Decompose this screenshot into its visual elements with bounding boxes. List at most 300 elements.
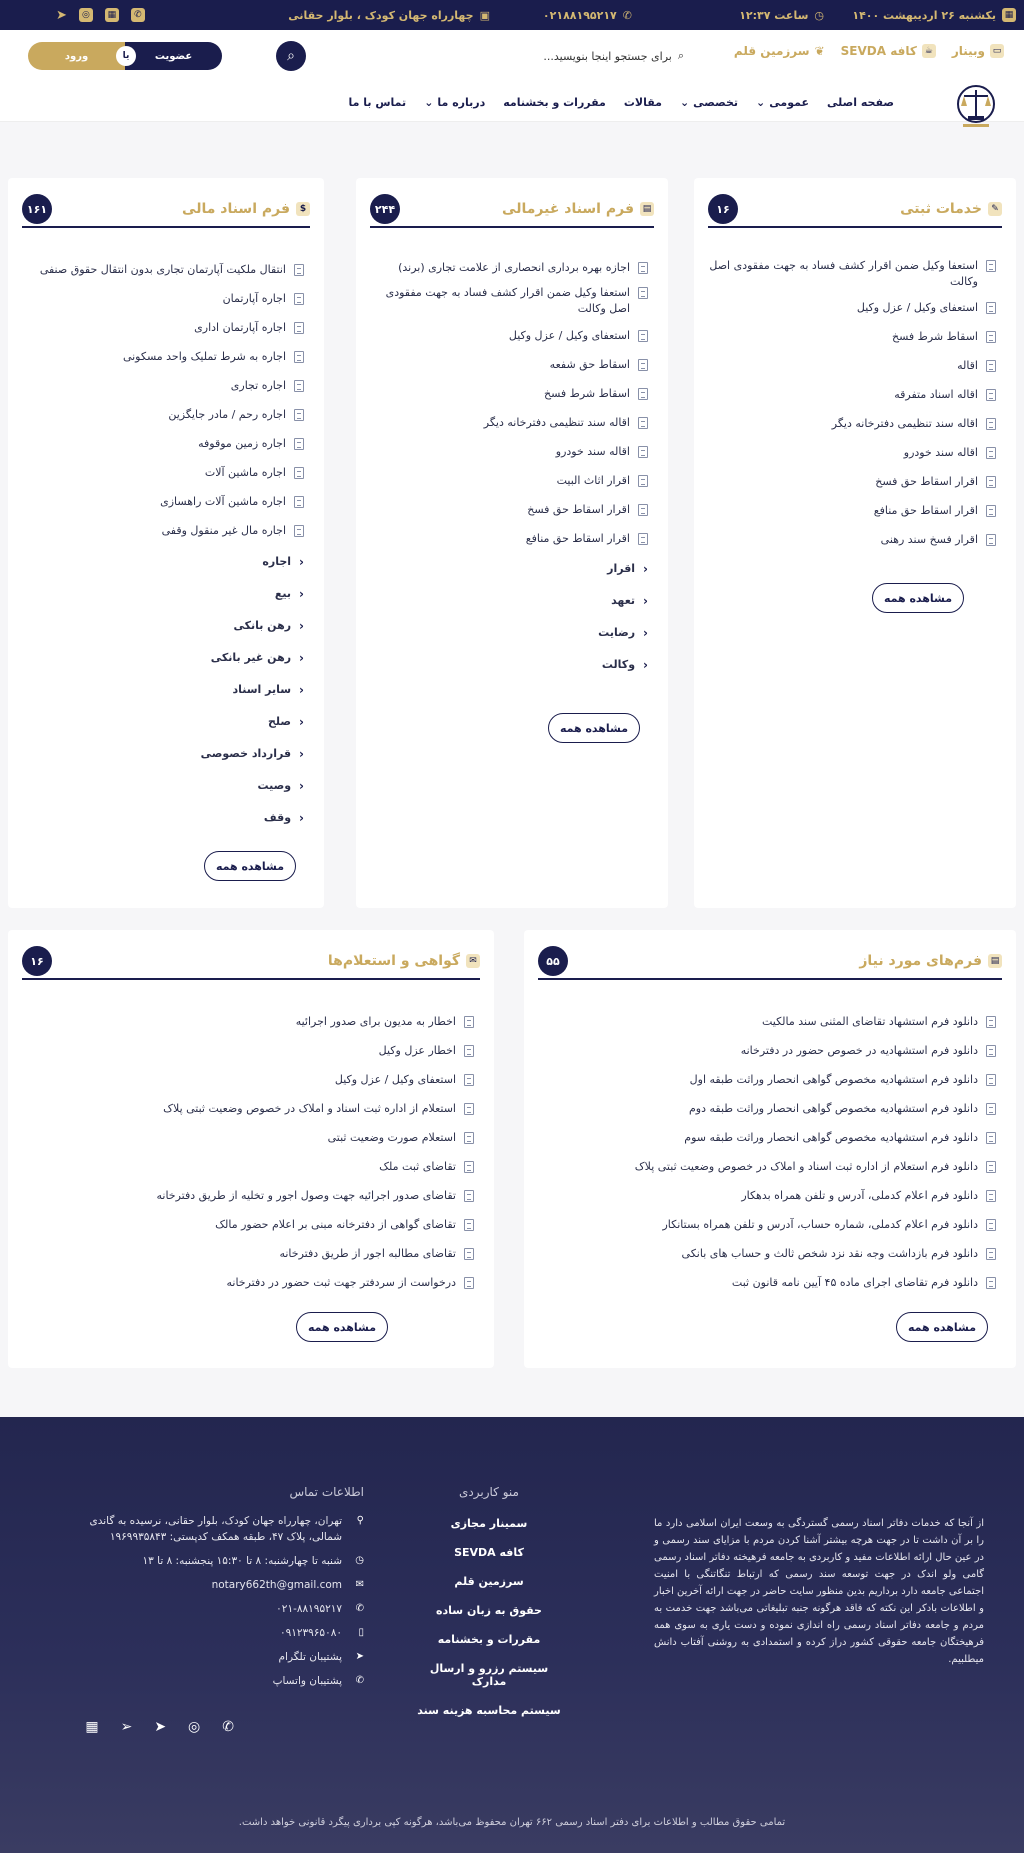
list-item[interactable] [538,1014,996,1030]
item-list [538,1014,996,1291]
chevron-left-icon: ‹ [299,747,304,761]
grid-app-icon[interactable]: ▦ [105,8,119,22]
view-all-button[interactable]: مشاهده همه [296,1312,388,1342]
nav-label: صفحه اصلی [827,96,894,109]
header-link-webinar[interactable] [952,44,1004,58]
footer-social [85,1719,234,1735]
item-label: اخطار به مدیون برای صدور اجرائیه [295,1015,456,1028]
whatsapp-icon[interactable]: ✆ [222,1719,234,1735]
contact-email[interactable] [64,1577,364,1593]
category-label: وقف [263,811,292,824]
item-label: دانلود فرم استشهادیه مخصوص گواهی انحصار وراثت طبقه اول [689,1073,978,1086]
mail-icon: ✉ [355,1579,364,1590]
item-label: دانلود فرم استشهاد تقاضای المثنی سند مالکیت [761,1015,978,1028]
clock-icon: ◷ [814,8,824,22]
document-icon [294,438,304,450]
list-item[interactable] [708,358,996,374]
contact-mobile[interactable] [64,1625,364,1641]
item-label: دانلود فرم استشهادیه مخصوص گواهی انحصار وراثت طبقه سوم [684,1131,978,1144]
nav-item[interactable] [349,96,407,109]
document-icon [638,359,648,371]
location-pin-icon: ⚲ [356,1515,364,1526]
document-icon [986,260,996,272]
item-label: درخواست از سردفتر جهت ثبت حضور در دفترخانه [226,1276,456,1289]
document-icon [464,1190,474,1202]
clock-icon: ◷ [355,1555,364,1566]
contact-hours [64,1553,364,1569]
list-item[interactable] [538,1130,996,1146]
date-text: یکشنبه ۲۶ اردیبهشت ۱۴۰۰ [852,8,996,22]
list-item[interactable] [22,378,304,394]
nav-item[interactable] [624,96,662,109]
list-item[interactable] [370,444,648,460]
list-item[interactable] [708,503,996,519]
list-item[interactable] [22,523,304,539]
document-icon [986,418,996,430]
document-icon [986,1277,996,1289]
card-required-forms [524,930,1016,1368]
item-label: اجاره آپارتمان اداری [194,321,286,334]
contact-address-text: تهران، چهارراه جهان کودک، بلوار حقانی، نرسیده به گاندی شمالی، پلاک ۴۷، طبقه همکف کدپستی: ۱۹۶۹۹۳۵۸۴۳ [89,1515,342,1543]
contact-telegram[interactable] [64,1649,364,1665]
document-icon [986,534,996,546]
list-item[interactable] [22,1159,474,1175]
list-item[interactable] [22,1275,474,1291]
phone-icon: ✆ [355,1603,364,1614]
list-item[interactable] [22,1246,474,1262]
nav-label: تماس با ما [348,96,407,109]
item-list [370,260,648,673]
category-item[interactable] [370,657,648,673]
item-list [22,1014,474,1291]
document-icon [464,1277,474,1289]
list-item[interactable] [538,1043,996,1059]
category-item[interactable] [370,625,648,641]
list-item[interactable] [708,532,996,548]
list-item[interactable] [708,416,996,432]
document-icon [986,360,996,372]
card-registry-services [694,178,1016,908]
document-icon [638,446,648,458]
chevron-left-icon: ‹ [299,811,304,825]
instagram-icon[interactable]: ◎ [188,1719,201,1735]
count-badge: ۱۶ [708,194,738,224]
category-label: قرارداد خصوصی [200,747,292,760]
whatsapp-icon[interactable]: ✆ [131,8,145,22]
list-item[interactable] [370,531,648,547]
document-icon [638,262,648,274]
item-label: اقاله [957,359,978,372]
category-label: وصیت [257,779,292,792]
category-label: سایر اسناد [232,683,292,696]
feather-icon: ❦ [814,44,825,58]
chevron-down-icon: ⌄ [424,96,434,109]
header-links [734,44,1004,58]
card-title[interactable] [328,953,480,969]
chevron-left-icon: ‹ [299,651,304,665]
item-label: تقاضای گواهی از دفترخانه مبنی بر اعلام حضور مالک [215,1218,456,1231]
chevron-left-icon: ‹ [299,683,304,697]
search-placeholder: برای جستجو اینجا بنویسید... [543,49,672,63]
item-label: دانلود فرم استشهادیه مخصوص گواهی انحصار وراثت طبقه دوم [688,1102,978,1115]
chevron-left-icon: ‹ [299,619,304,633]
chevron-left-icon: ‹ [643,626,648,640]
register-button[interactable]: عضویت [125,42,222,70]
category-label: بیع [274,587,292,600]
document-icon [294,409,304,421]
item-label: اجاره ماشین آلات راهسازی [160,495,286,508]
nav-item[interactable] [503,96,606,109]
category-item[interactable] [22,682,304,698]
document-icon [464,1219,474,1231]
card-certificates [8,930,494,1368]
header-link-label: وبینار [951,44,985,58]
contact-phone-text: ۰۲۱-۸۸۱۹۵۲۱۷ [276,1603,342,1615]
list-item[interactable] [370,328,648,344]
footer-menu-item[interactable]: سیستم رزرو و ارسال مدارک [429,1662,549,1688]
money-form-icon: $ [296,202,310,216]
item-label: اقاله سند خودرو [903,446,978,459]
item-label: استعفای وکیل / عزل وکیل [334,1073,456,1086]
chevron-left-icon: ‹ [643,594,648,608]
list-item[interactable] [22,494,304,510]
item-label: اجاره آپارتمان [222,292,286,305]
item-label: اسقاط شرط فسخ [544,387,630,400]
main-nav [349,96,894,109]
item-label: دانلود فرم استشهادیه در خصوص حضور در دفترخانه [740,1044,978,1057]
footer-menu-item[interactable]: حقوق به زبان ساده [436,1604,542,1617]
list-item[interactable] [370,260,648,276]
view-all-button[interactable]: مشاهده همه [896,1312,988,1342]
contact-telegram-text: پشتیبان تلگرام [278,1651,342,1663]
item-label: اقاله سند تنظیمی دفترخانه دیگر [831,417,978,430]
list-item[interactable] [22,1014,474,1030]
date-display [852,0,1016,30]
card-header [538,944,1002,980]
item-label: استعفای وکیل / عزل وکیل [508,329,630,342]
copyright: تمامی حقوق مطالب و اطلاعات برای دفتر اسناد رسمی ۶۶۲ تهران محفوظ می‌باشد، هرگونه کپی برداری پیگرد قانونی خواهد داشت. [238,1817,786,1828]
list-item[interactable] [370,415,648,431]
list-item[interactable] [22,1188,474,1204]
item-label: اسقاط حق شفعه [549,358,630,371]
document-icon [464,1016,474,1028]
list-item[interactable] [370,285,648,317]
view-all-button[interactable]: مشاهده همه [204,851,296,881]
list-item[interactable] [22,465,304,481]
header-link-label: سرزمین قلم [733,44,810,58]
category-item[interactable] [22,778,304,794]
calendar-icon: ▦ [1002,8,1016,22]
list-item[interactable] [22,1072,474,1088]
login-button[interactable]: ورود [28,42,125,70]
card-title-text: فرم‌های مورد نیاز [859,953,982,969]
footer-menu-title: منو کاربردی [459,1485,519,1499]
item-label: اقاله اسناد متفرقه [894,388,978,401]
list-item[interactable] [22,349,304,365]
document-icon [986,1103,996,1115]
category-item[interactable] [22,714,304,730]
category-label: وکالت [601,658,636,671]
category-item[interactable] [22,618,304,634]
document-icon [986,1248,996,1260]
footer-menu-item[interactable]: کافه SEVDA [454,1546,524,1559]
phone-display[interactable] [543,0,632,30]
list-item[interactable] [22,1217,474,1233]
nav-label: مقررات و بخشنامه [503,96,606,109]
document-icon [986,1132,996,1144]
footer-contact [64,1485,364,1697]
search-small-icon: ⌕ [677,49,684,62]
item-label: تقاضای ثبت ملک [379,1160,456,1173]
document-icon [638,417,648,429]
contact-mobile-text: ۰۹۱۲۳۹۶۵۰۸۰ [279,1627,342,1639]
document-icon [294,525,304,537]
list-item[interactable] [22,407,304,423]
item-label: اقرار اسقاط حق فسخ [875,475,978,488]
list-item[interactable] [708,474,996,490]
telegram-icon[interactable]: ➤ [154,1719,167,1735]
item-label: دانلود فرم استعلام از اداره ثبت اسناد و املاک در خصوص وضعیت ثبتی پلاک [634,1160,978,1173]
category-item[interactable] [370,593,648,609]
document-icon [638,388,648,400]
list-item[interactable] [22,262,304,278]
card-financial-forms [8,178,324,908]
contact-whatsapp-text: پشتیبان واتساپ [272,1675,342,1687]
nav-item[interactable] [680,96,738,109]
item-label: استعلام صورت وضعیت ثبتی [327,1131,456,1144]
search-button[interactable]: ⌕ [276,41,306,71]
map-icon: ▣ [479,8,490,22]
document-icon [986,1016,996,1028]
list-item[interactable] [538,1275,996,1291]
footer-menu-item[interactable]: سمینار مجازی [450,1517,528,1530]
category-label: تعهد [611,594,636,607]
card-header [708,192,1002,228]
document-icon [986,389,996,401]
search-field[interactable] [280,40,690,72]
chevron-down-icon: ⌄ [756,96,766,109]
document-icon [986,1190,996,1202]
item-label: اجاره مال غیر منقول وقفی [161,524,286,537]
category-item[interactable] [22,586,304,602]
list-item[interactable] [708,300,996,316]
card-title[interactable] [182,201,310,217]
card-title[interactable] [502,201,654,217]
item-list [708,258,996,548]
list-item[interactable] [22,1043,474,1059]
item-label: اجاره زمین موقوفه [198,437,286,450]
item-label: دانلود فرم تقاضای اجرای ماده ۴۵ آیین نامه قانون ثبت [731,1276,978,1289]
list-item[interactable] [538,1188,996,1204]
document-icon [464,1248,474,1260]
contact-hours-text: شنبه تا چهارشنبه: ۸ تا ۱۵:۳۰ پنجشنبه: ۸ تا ۱۳ [142,1555,342,1567]
document-icon [294,351,304,363]
category-label: اقرار [607,562,636,575]
grid-app-icon[interactable]: ▦ [85,1719,99,1735]
category-label: صلح [267,715,292,728]
document-icon [294,264,304,276]
card-header [370,192,654,228]
document-icon [638,475,648,487]
nav-label: تخصصی [693,96,739,109]
footer-menu [414,1485,564,1733]
document-icon [294,380,304,392]
list-item[interactable] [538,1072,996,1088]
footer-menu-item[interactable]: سرزمین قلم [454,1575,524,1588]
item-label: اقرار اثاث البیت [556,474,630,487]
list-item[interactable] [538,1101,996,1117]
card-header [22,192,310,228]
footer-menu-item[interactable]: مقررات و بخشنامه [437,1633,541,1646]
category-label: رهن غیر بانکی [210,651,292,664]
document-icon [294,496,304,508]
document-icon [464,1045,474,1057]
nav-item[interactable] [424,96,485,109]
telegram-icon[interactable]: ➢ [120,1719,133,1735]
header-link-label: کافه SEVDA [840,44,917,58]
document-icon [986,302,996,314]
category-item[interactable] [22,650,304,666]
item-label: اجاره ماشین آلات [204,466,286,479]
footer [0,1417,1024,1853]
document-icon [986,1045,996,1057]
chevron-left-icon: ‹ [643,562,648,576]
item-label: اسقاط شرط فسخ [892,330,978,343]
form-icon: ▤ [640,202,654,216]
list-item[interactable] [22,291,304,307]
item-label: اقرار فسخ سند رهنی [880,533,978,546]
time-display [739,0,824,30]
whatsapp-icon: ✆ [355,1675,364,1686]
auth-or-label: یا [116,46,136,66]
header-link-cafe[interactable] [841,44,936,58]
list-item[interactable] [708,445,996,461]
document-icon [638,330,648,342]
address-text: چهارراه جهان کودک ، بلوار حقانی [288,8,474,22]
list-item[interactable] [22,1130,474,1146]
list-item[interactable] [708,329,996,345]
category-item[interactable] [370,561,648,577]
item-label: اجاره به شرط تملیک واحد مسکونی [122,350,286,363]
nav-label: درباره ما [437,96,486,109]
item-list [22,262,304,826]
phone-icon: ✆ [622,8,632,22]
item-label: اجاره تجاری [230,379,286,392]
item-label: اجازه بهره برداری انحصاری از علامت تجاری (برند) [398,261,630,274]
item-label: استعلام از اداره ثبت اسناد و املاک در خصوص وضعیت ثبتی پلاک [163,1102,456,1115]
item-label: دانلود فرم بازداشت وجه نقد نزد شخص ثالث و حساب های بانکی [681,1247,978,1260]
footer-contact-title: اطلاعات تماس [289,1485,364,1499]
contact-phone[interactable] [64,1601,364,1617]
address-display [288,0,490,30]
mobile-icon: ▯ [358,1627,364,1638]
item-label: استعفا وکیل ضمن اقرار کشف فساد به جهت مفقودی اصل وکالت [385,286,630,315]
list-item[interactable] [370,386,648,402]
document-icon [986,476,996,488]
list-item[interactable] [538,1246,996,1262]
category-item[interactable] [22,746,304,762]
list-item[interactable] [538,1159,996,1175]
item-label: استعفای وکیل / عزل وکیل [856,301,978,314]
document-icon [294,467,304,479]
contact-whatsapp[interactable] [64,1673,364,1689]
document-icon [986,505,996,517]
list-item[interactable] [370,473,648,489]
instagram-icon[interactable]: ◎ [79,8,93,22]
document-icon [638,287,648,299]
nav-label: مقالات [623,96,662,109]
category-label: رهن بانکی [233,619,292,632]
list-item[interactable] [538,1217,996,1233]
card-title[interactable] [859,953,1002,969]
nav-item[interactable] [827,96,894,109]
item-label: تقاضای مطالبه اجور از طریق دفترخانه [279,1247,456,1260]
category-label: اجاره [262,555,292,568]
card-nonfinancial-forms [356,178,668,908]
card-header [22,944,480,980]
item-label: اقاله سند خودرو [555,445,630,458]
item-label: اقرار اسقاط حق فسخ [527,503,630,516]
card-title-text: خدمات ثبتی [900,201,982,217]
item-label: اخطار عزل وکیل [378,1044,456,1057]
header [0,30,1024,122]
view-all-button[interactable]: مشاهده همه [548,713,640,743]
contact-email-text: notary662th@gmail.com [211,1579,342,1591]
category-item[interactable] [22,554,304,570]
item-label: تقاضای صدور اجرائیه جهت وصول اجور و تخلیه از طریق دفترخانه [156,1189,456,1202]
document-icon [986,1161,996,1173]
list-item[interactable] [22,1101,474,1117]
nav-item[interactable] [756,96,809,109]
list-item[interactable] [708,258,996,290]
document-icon [638,533,648,545]
footer-about-text: از آنجا که خدمات دفاتر اسناد رسمی گستردگی به وسعت ایران اسلامی دارد ما را بر آن داشت تا در جهت هرچه بیشتر آشنا کردن مردم با مزایای سند رسمی و در عین حال ارائه اطلاعات مفید و کاربردی به جامعه فرهیخته دفاتر اسناد رسمی گامی ولو اندک در جهت توسعه سند رسمی که ارتباط تنگاتنگی با امنیت اجتماعی جامعه دارد برداریم بدین منظور سایت حاضر در جهت ارائه آخرین اخبار و اطلاعات بادکر این نکته که فاقد هرگونه جنبه تبلیغاتی می‌باشد جهت خدمت به مردم و جامعه دفاتر اسناد رسمی راه اندازی نموده و دست یاری به سوی همه فرهیختگان جامعه حقوقی کشور دراز کرده و استمدادی به روشنی آفتاب دانش میطلبیم. [653,1518,984,1665]
webinar-icon: ▭ [990,44,1004,58]
phone-text: ۰۲۱۸۸۱۹۵۲۱۷ [542,8,617,22]
stamp-icon: ✎ [988,202,1002,216]
document-icon [986,1074,996,1086]
document-icon [294,293,304,305]
header-link-qalam[interactable] [734,44,825,58]
document-icon [464,1132,474,1144]
chevron-left-icon: ‹ [299,715,304,729]
card-title[interactable] [900,201,1002,217]
footer-menu-item[interactable]: سیستم محاسبه هزینه سند [417,1704,561,1717]
item-label: اجاره رحم / مادر جایگزین [168,408,286,421]
telegram-icon: ➤ [355,1651,364,1662]
view-all-button[interactable]: مشاهده همه [872,583,964,613]
item-label: اقرار اسقاط حق منافع [525,532,630,545]
category-item[interactable] [22,810,304,826]
list-item[interactable] [708,387,996,403]
top-bar [0,0,1024,30]
cafe-icon: ☕ [922,44,936,58]
item-label: دانلود فرم اعلام کدملی، شماره حساب، آدرس و تلفن همراه بستانکار [662,1218,978,1231]
list-item[interactable] [22,436,304,452]
time-text: ساعت ۱۲:۳۷ [739,8,809,22]
document-icon [986,331,996,343]
card-title-text: گواهی و استعلام‌ها [327,953,460,969]
list-item[interactable] [370,357,648,373]
forms-icon: ▤ [988,954,1002,968]
document-icon [464,1074,474,1086]
telegram-icon[interactable]: ➤ [56,7,67,23]
chevron-left-icon: ‹ [299,555,304,569]
list-item[interactable] [370,502,648,518]
list-item[interactable] [22,320,304,336]
site-logo[interactable] [948,78,1004,134]
category-label: رضایت [598,626,636,639]
